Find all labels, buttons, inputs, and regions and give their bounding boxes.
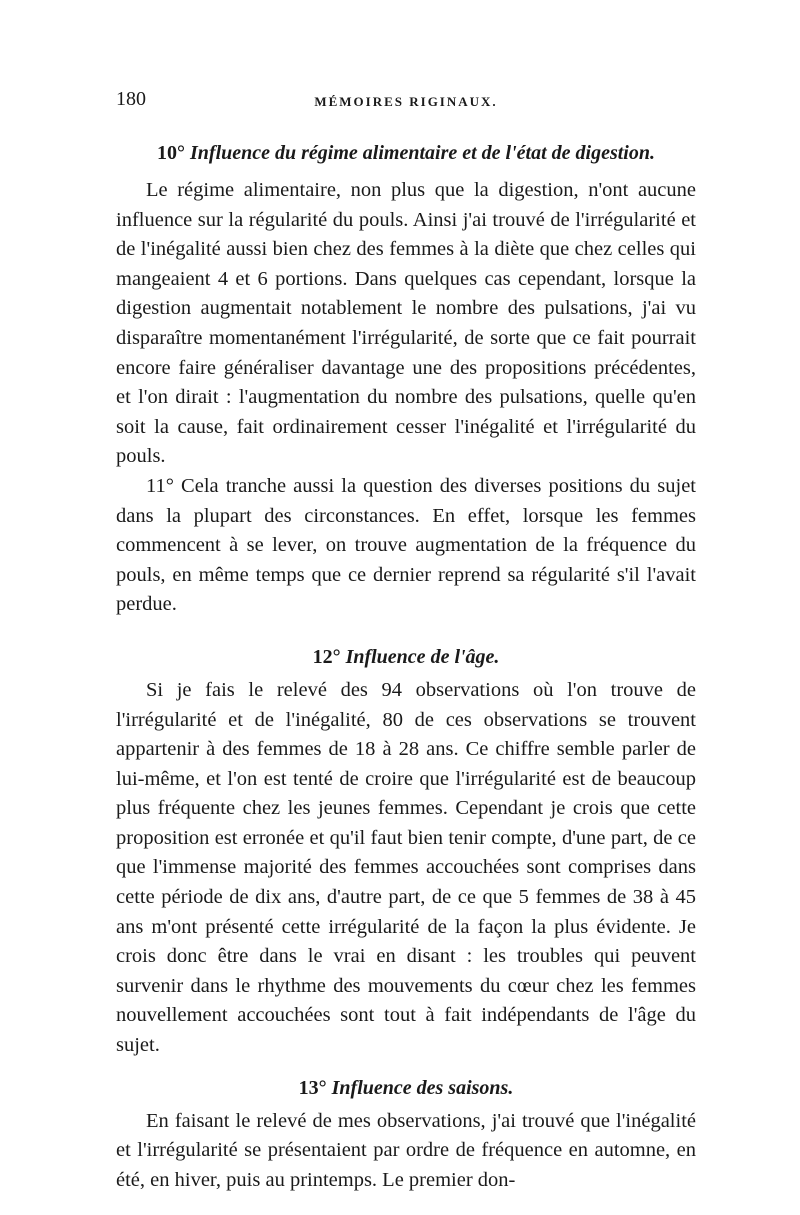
paragraph-position: 11° Cela tranche aussi la question des diverses positions du sujet dans la plupart des circonstances. En effet, lorsque les femmes commencent à se lever, on trouve augmentation de la fréquence du pouls, en même temps que ce dernier reprend sa régularité s'il l'avait perdue. (116, 474, 696, 616)
running-title: MÉMOIRES RIGINAUX. (314, 94, 498, 109)
section-title: Influence des saisons. (331, 1076, 514, 1099)
paragraph-diet: Le régime alimentaire, non plus que la digestion, n'ont aucune influence sur la régularité du pouls. Ainsi j'ai trouvé de l'irrégularité et de l'inégalité aussi bien chez des femmes à la diète que chez celles qui mangeaient 4 et 6 portions. Dans quelques cas cependant, lorsque la digestion augmentait notablement le nombre des pulsations, j'ai vu disparaître momentanément l'irrégularité, de sorte que ce fait pourrait encore faire généraliser davantage une des propositions précédentes, et l'on dirait : l'augmentation du nombre des pulsations, quelle qu'en soit la cause, fait ordinairement cesser l'inégalité et l'irrégularité du pouls. (116, 179, 696, 468)
section-heading-12 (116, 642, 696, 672)
section-number: 10° (157, 142, 186, 164)
section-number: 13° (298, 1076, 327, 1099)
section-title: Influence de l'âge. (345, 645, 500, 668)
section-number: 12° (312, 645, 341, 668)
paragraph-age: Si je fais le relevé des 94 observations où l'on trouve de l'irrégularité et de l'inégalité, 80 de ces observations se trouvent appartenir à des femmes de 18 à 28 ans. Ce chiffre semble parler de lui-même, et l'on est tenté de croire que l'irrégularité est de beaucoup plus fréquente chez les jeunes femmes. Cependant je crois que cette proposition est erronée et qu'il faut bien tenir compte, d'une part, de ce que l'immense majorité des femmes accouchées sont comprises dans cette période de dix ans, d'autre part, de ce que 5 femmes de 38 à 45 ans m'ont présenté cette irrégularité de la façon la plus évidente. Je crois donc être dans le vrai en disant : les troubles qui peuvent survenir dans le rhythme des mouvements du cœur chez les femmes nouvellement accouchées sont tout à fait indépendants de l'âge du sujet. (116, 678, 696, 1057)
running-head (116, 88, 696, 116)
section-heading-10 (116, 138, 696, 168)
page-number: 180 (116, 88, 146, 110)
section-heading-13 (116, 1073, 696, 1103)
section-title: Influence du régime alimentaire et de l'état de digestion. (190, 142, 655, 164)
document-page (116, 88, 696, 1195)
paragraph-seasons: En faisant le relevé de mes observations, j'ai trouvé que l'inégalité et l'irrégularité se présentaient par ordre de fréquence en automne, en été, en hiver, puis au printemps. Le premier don- (116, 1109, 696, 1191)
